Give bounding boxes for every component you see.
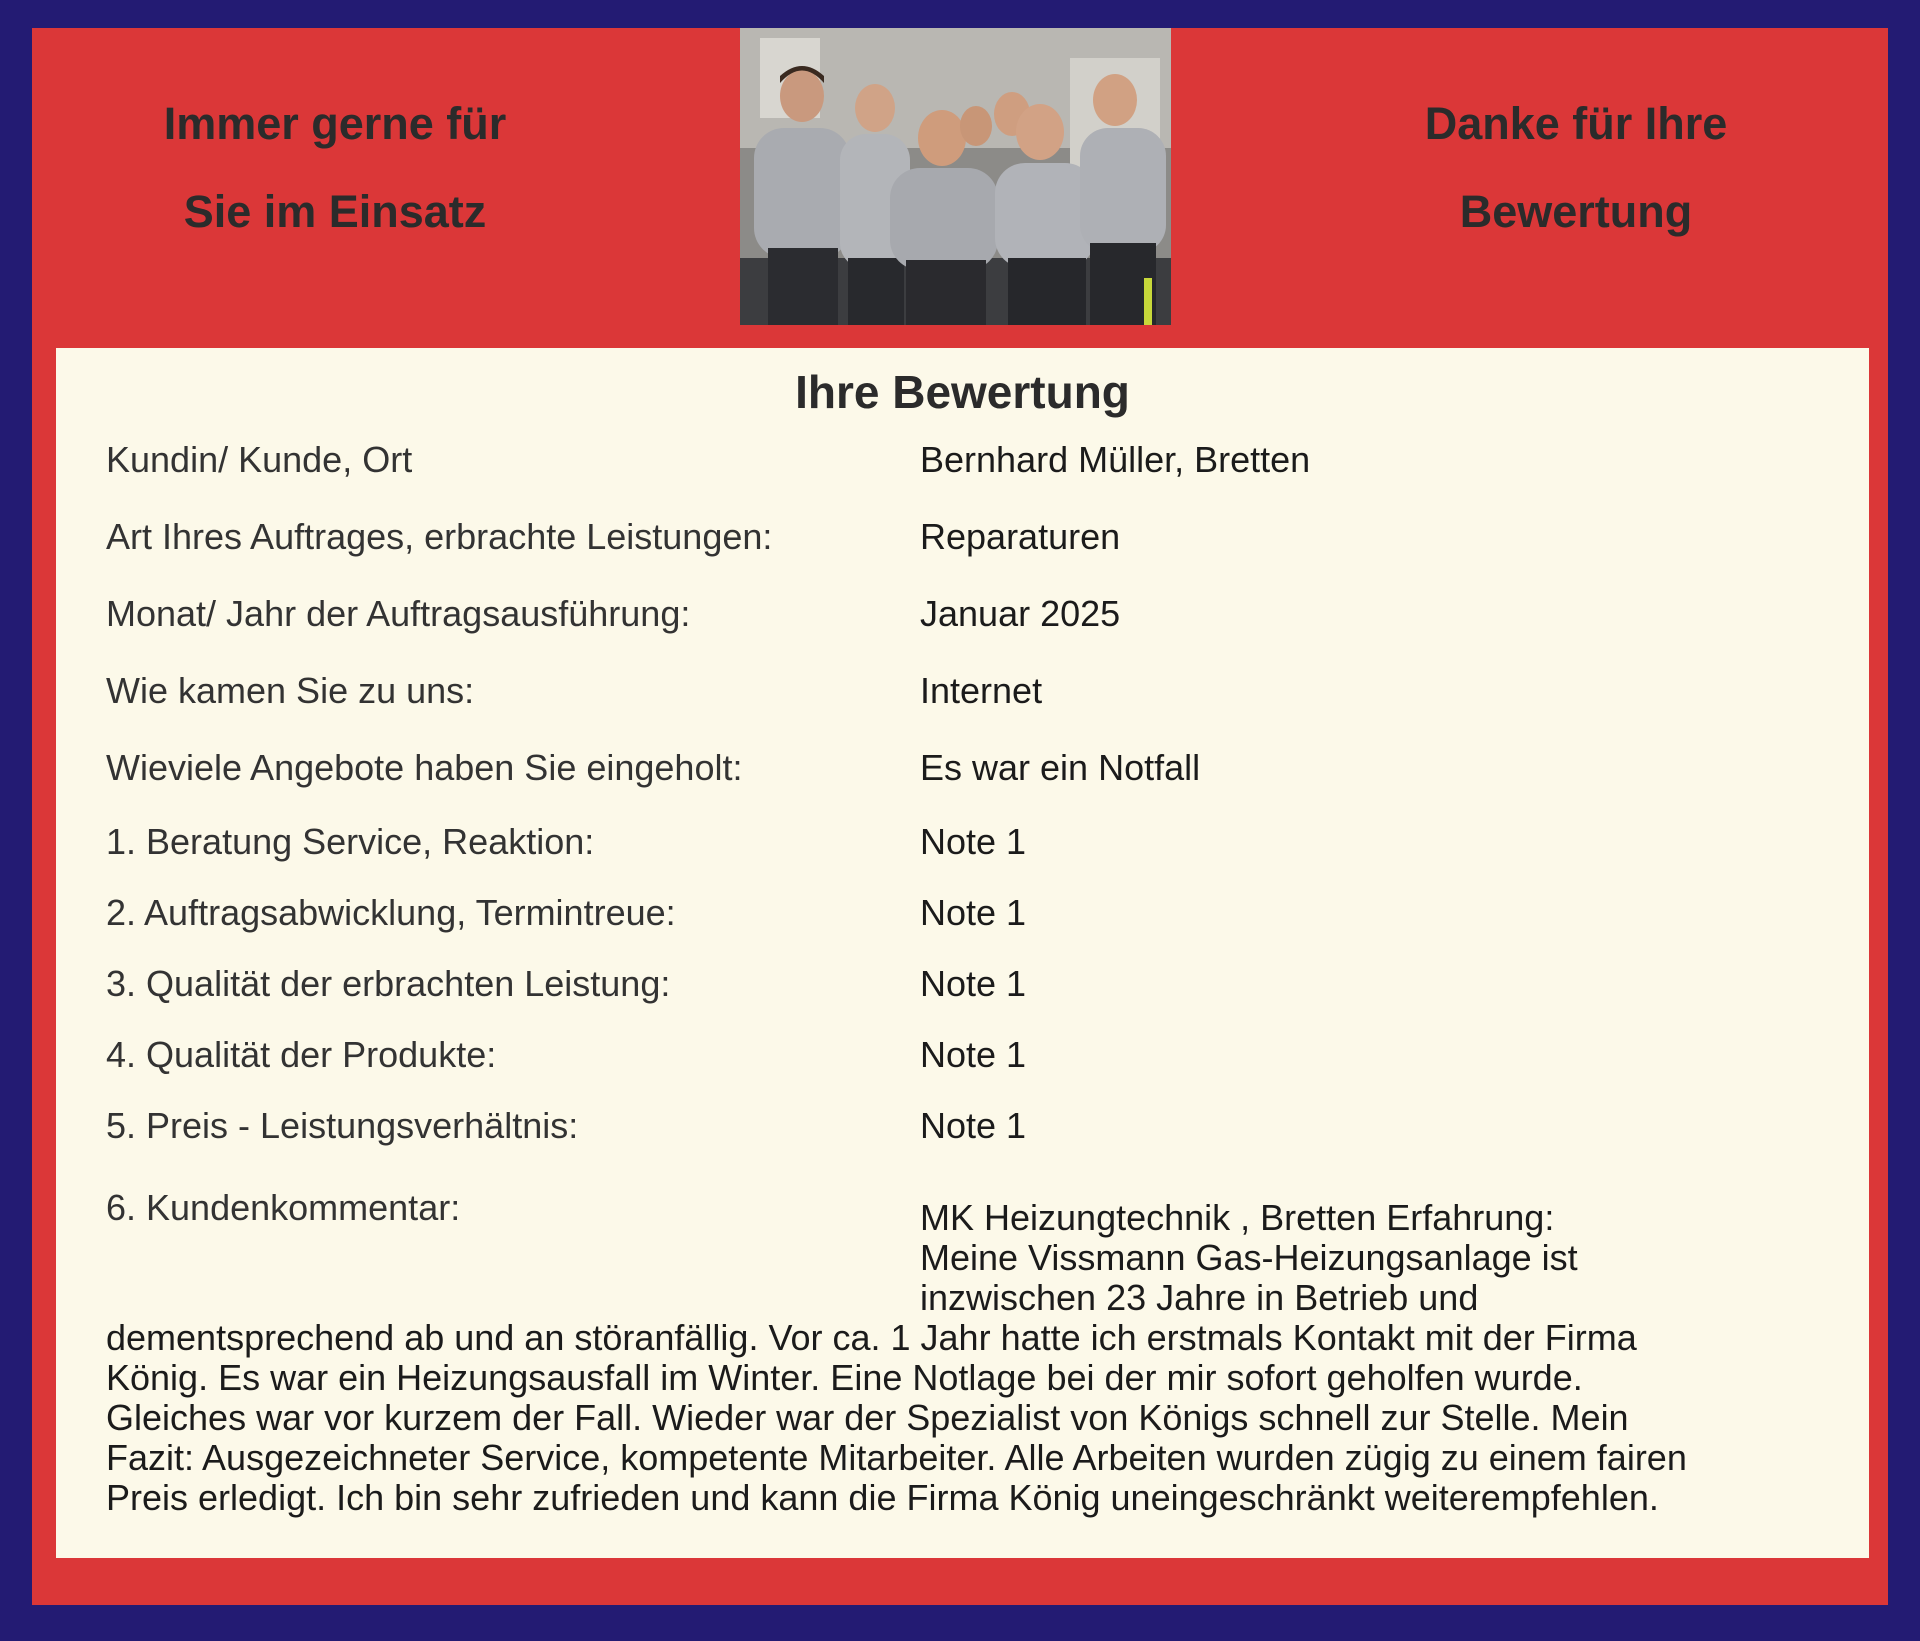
row-label: 2. Auftragsabwicklung, Termintreue:: [106, 892, 676, 933]
review-row: [56, 1025, 1869, 1085]
review-row: [56, 812, 1869, 872]
row-label: 4. Qualität der Produkte:: [106, 1034, 497, 1075]
tagline-left-line-2: Sie im Einsatz: [183, 186, 487, 237]
comment-text-start: [920, 1198, 1820, 1318]
comment-line: inzwischen 23 Jahre in Betrieb und: [920, 1277, 1479, 1318]
review-row: [56, 954, 1869, 1014]
review-row: [56, 507, 1869, 567]
comment-label: 6. Kundenkommentar:: [106, 1187, 461, 1228]
row-label: Monat/ Jahr der Auftragsausführung:: [106, 593, 691, 634]
row-value: Bernhard Müller, Bretten: [920, 439, 1311, 480]
header-tagline-right: [1316, 80, 1836, 256]
review-row: [56, 430, 1869, 490]
tagline-right-line-2: Bewertung: [1459, 186, 1693, 237]
row-value: Note 1: [920, 1105, 1027, 1146]
row-value: Note 1: [920, 963, 1027, 1004]
tagline-left-line-1: Immer gerne für: [163, 98, 507, 149]
header-tagline-left: [75, 80, 595, 256]
comment-line: Preis erledigt. Ich bin sehr zufrieden und kann die Firma König uneingeschränkt weiterempfehlen.: [106, 1477, 1659, 1518]
row-label: Art Ihres Auftrages, erbrachte Leistungen:: [106, 516, 773, 557]
review-row: [56, 1096, 1869, 1156]
row-label: Wie kamen Sie zu uns:: [106, 670, 475, 711]
row-label: 3. Qualität der erbrachten Leistung:: [106, 963, 671, 1004]
comment-text-body: [106, 1318, 1846, 1518]
review-row: [56, 883, 1869, 943]
team-photo: [740, 28, 1171, 325]
comment-line: MK Heizungtechnik , Bretten Erfahrung:: [920, 1197, 1555, 1238]
row-value: Note 1: [920, 892, 1027, 933]
row-value: Januar 2025: [920, 593, 1121, 634]
row-value: Note 1: [920, 1034, 1027, 1075]
row-value: Note 1: [920, 821, 1027, 862]
row-label: Wieviele Angebote haben Sie eingeholt:: [106, 747, 743, 788]
tagline-right-line-1: Danke für Ihre: [1424, 98, 1728, 149]
comment-line: dementsprechend ab und an störanfällig. Vor ca. 1 Jahr hatte ich erstmals Kontakt mit der Firma: [106, 1317, 1637, 1358]
row-value: Reparaturen: [920, 516, 1121, 557]
review-row: [56, 738, 1869, 798]
row-label: 5. Preis - Leistungsverhältnis:: [106, 1105, 579, 1146]
comment-line: Gleiches war vor kurzem der Fall. Wieder war der Spezialist von Königs schnell zur Stelle. Mein: [106, 1397, 1629, 1438]
review-row: [56, 584, 1869, 644]
review-title: Ihre Bewertung: [795, 366, 1130, 418]
comment-line: König. Es war ein Heizungsausfall im Winter. Eine Notlage bei der mir sofort geholfen wurde.: [106, 1357, 1583, 1398]
review-card: [56, 348, 1869, 1558]
comment-line: Meine Vissmann Gas-Heizungsanlage ist: [920, 1237, 1578, 1278]
row-label: Kundin/ Kunde, Ort: [106, 439, 413, 480]
row-label: 1. Beratung Service, Reaktion:: [106, 821, 595, 862]
row-value: Internet: [920, 670, 1043, 711]
comment-line: Fazit: Ausgezeichneter Service, kompetente Mitarbeiter. Alle Arbeiten wurden zügig zu einem fairen: [106, 1437, 1687, 1478]
row-value: Es war ein Notfall: [920, 747, 1201, 788]
review-row: [56, 661, 1869, 721]
